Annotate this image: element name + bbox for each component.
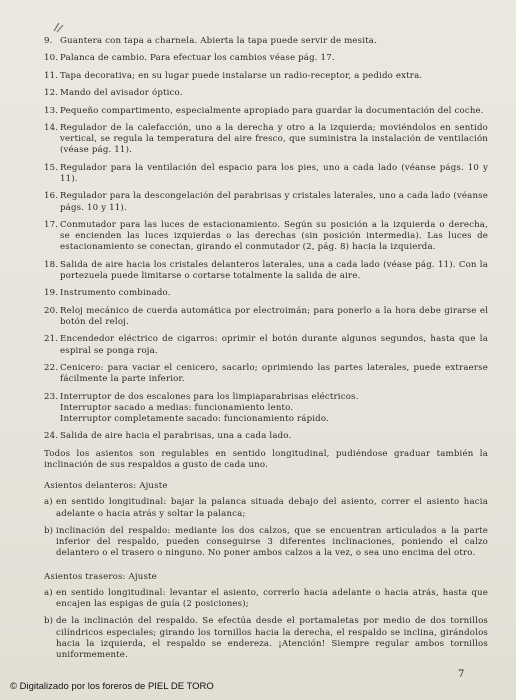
list-item	[44, 392, 488, 426]
item-text: Palanca de cambio. Para efectuar los cambios véase pág. 17.	[60, 53, 335, 64]
item-number: 19.	[44, 288, 59, 299]
controls-list	[44, 36, 488, 443]
item-letter: b)	[44, 616, 54, 627]
list-item	[44, 88, 488, 99]
list-item	[44, 106, 488, 117]
item-number: 24.	[44, 431, 59, 442]
item-letter: a)	[44, 587, 53, 598]
list-item	[44, 123, 488, 157]
item-text: Tapa decorativa; en su lugar puede instalarse un radio-receptor, a pedido extra.	[60, 70, 423, 81]
item-text: Regulador para la descongelación del parabrisas y cristales laterales, uno a cada lado (véanse págs. 10 y 11).	[60, 191, 488, 213]
item-letter: a)	[44, 497, 53, 508]
item-number: 10.	[44, 53, 59, 64]
item-number: 17.	[44, 219, 59, 230]
item-number: 11.	[44, 70, 59, 81]
item-text-line: Interruptor sacado a medias: funcionamiento lento.	[60, 402, 294, 413]
item-number: 9.	[44, 36, 53, 46]
list-item	[44, 363, 488, 385]
item-number: 16.	[44, 191, 59, 202]
front-seat-adjust-b	[44, 526, 488, 560]
item-number: 21.	[44, 334, 59, 345]
item-text: en sentido longitudinal: bajar la palanca situada debajo del asiento, correr el asiento hacia adelante o hacia atrás y soltar la palanca;	[56, 497, 488, 519]
list-item	[44, 163, 488, 185]
rear-seats-heading: Asientos traseros: Ajuste	[44, 571, 157, 582]
list-item	[44, 191, 488, 213]
item-text: Guantera con tapa a charnela. Abierta la tapa puede servir de mesita.	[60, 36, 378, 46]
item-number: 23.	[44, 391, 59, 402]
item-number: 12.	[44, 88, 59, 99]
item-text: inclinación del respaldo: mediante los dos calzos, que se encuentran articulados a la parte inferior del respaldo, pueden conseguirse 3 diferentes inclinaciones, poniendo el calzo delantero o el trasero o ninguno. No poner ambos calzos a la vez, o sea uno encima del otro.	[56, 525, 488, 559]
item-text: Conmutador para las luces de estacionamiento. Según su posición a la izquierda o derecha, se encienden las luces izquierdas o las derechas (sin posición intermedia). Las luces de estacionamiento se conectan, girando el conmutador (2, pág. 8) hacia la izquierda.	[60, 219, 488, 253]
footer-credit: © Digitalizado por los foreros de PIEL DE TORO	[10, 681, 214, 692]
item-text: Mando del avisador óptico.	[60, 88, 183, 99]
front-seat-adjust-a	[44, 497, 488, 519]
item-number: 15.	[44, 162, 59, 173]
item-text: Regulador de la calefacción, uno a la derecha y otro a la izquierda; moviéndolos en sentido vertical, se regula la temperatura del aire fresco, que suministra la instalación de ventilación (véase pág. 11).	[60, 122, 488, 156]
item-number: 13.	[44, 105, 59, 116]
item-text: Reloj mecánico de cuerda automática por electroimán; para ponerlo a la hora debe girarse el botón del reloj.	[60, 305, 488, 327]
item-text	[60, 392, 488, 426]
rear-seat-adjust-a	[44, 588, 488, 610]
front-seats-heading: Asientos delanteros: Ajuste	[44, 481, 168, 492]
list-item	[44, 36, 488, 47]
item-letter: b)	[44, 525, 54, 536]
item-text: en sentido longitudinal: levantar el asiento, correrlo hacia adelante o hacia atrás, hasta que encajen las espigas de guía (2 posiciones);	[56, 587, 488, 609]
item-text-line: Interruptor completamente sacado: funcionamiento rápido.	[60, 413, 329, 424]
list-item	[44, 260, 488, 282]
pencil-mark-icon	[52, 20, 66, 34]
item-text: Cenicero: para vaciar el cenicero, sacarlo; oprimiendo las partes laterales, puede extraerse fácilmente la parte inferior.	[60, 362, 488, 385]
item-text: Salida de aire hacia el parabrisas, una a cada lado.	[60, 431, 292, 442]
item-number: 20.	[44, 305, 59, 316]
list-item	[44, 220, 488, 254]
list-item	[44, 306, 488, 328]
page-number: 7	[458, 669, 465, 680]
item-number: 14.	[44, 122, 59, 133]
list-item	[44, 334, 488, 356]
item-text: Instrumento combinado.	[60, 288, 171, 299]
item-text: Regulador para la ventilación del espacio para los pies, uno a cada lado (véanse págs. 10 y 11).	[60, 162, 488, 184]
item-text-line: Interruptor de dos escalones para los limpiaparabrisas eléctricos.	[60, 391, 359, 402]
document-body	[44, 36, 488, 667]
list-item	[44, 71, 488, 82]
list-item	[44, 431, 488, 442]
list-item	[44, 288, 488, 299]
item-text: de la inclinación del respaldo. Se efectúa desde el portamaletas por medio de dos tornillos cilíndricos especiales; girando los tornillos hacia la derecha, el respaldo se inclina, girándolos hacia la izquierda, el respaldo se endereza. ¡Atención! Siempre regular ambos tornillos uniformemente.	[56, 616, 488, 660]
rear-seat-adjust-b	[44, 616, 488, 661]
item-text: Pequeño compartimento, especialmente apropiado para guardar la documentación del coche.	[60, 105, 484, 116]
item-text: Salida de aire hacia los cristales delanteros laterales, una a cada lado (véase pág. 11). Con la portezuela puede limitarse o cortarse totalmente la salida de aire.	[60, 259, 488, 281]
item-number: 22.	[44, 362, 59, 373]
list-item	[44, 53, 488, 64]
item-number: 18.	[44, 259, 59, 270]
item-text: Encendedor eléctrico de cigarros: oprimir el botón durante algunos segundos, hasta que la espiral se ponga roja.	[60, 334, 488, 356]
seats-intro: Todos los asientos son regulables en sentido longitudinal, pudiéndose graduar también la inclinación de sus respaldos a gusto de cada uno.	[44, 448, 488, 470]
